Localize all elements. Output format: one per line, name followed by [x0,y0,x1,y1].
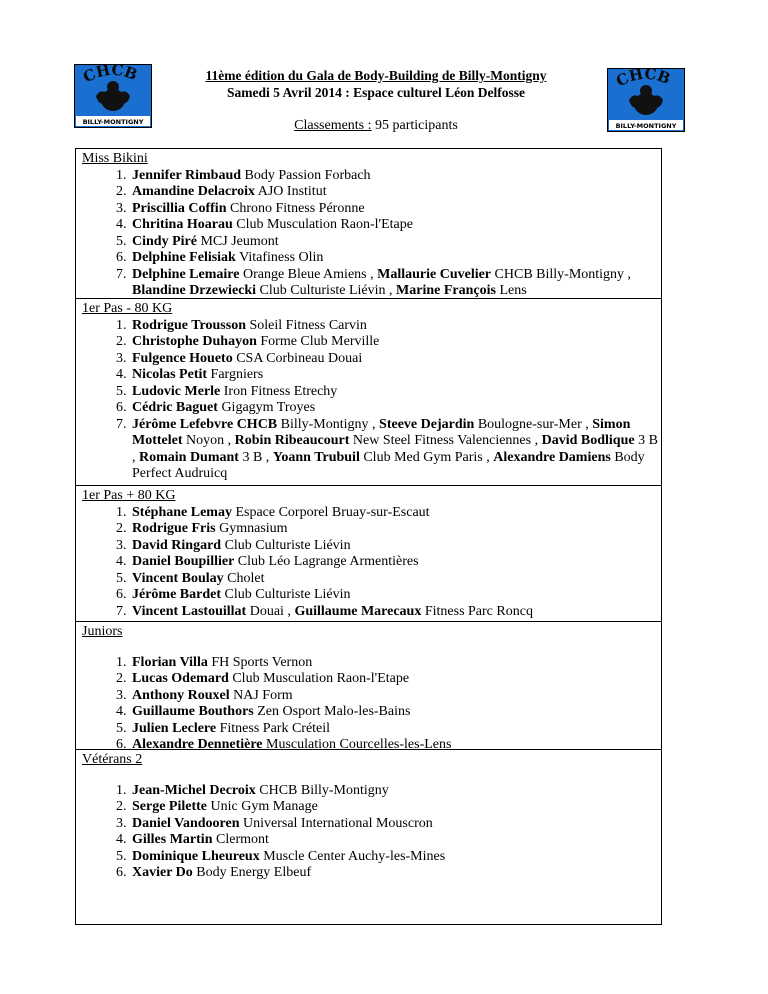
ranking-entry [130,400,661,417]
ranking-list [82,318,661,483]
ranking-entry [130,234,661,251]
athlete-club: Boulogne-sur-Mer , [474,416,593,432]
svg-text:BILLY-MONTIGNY: BILLY-MONTIGNY [615,122,677,130]
athlete-club: 3 B , [238,449,273,465]
athlete-club: Orange Bleue Amiens , [239,266,378,282]
category-title: Miss Bikini [82,151,148,166]
athlete-club: Body Perfect Audruicq [132,449,645,481]
athlete-club: Unic Gym Manage [207,799,318,814]
ranking-entry [130,184,661,201]
athlete-name: Cindy Piré [132,233,197,249]
document-header [150,68,602,134]
event-title: 11ème édition du Gala de Body-Building de Billy-Montigny [205,68,547,83]
athlete-club: Club Culturiste Liévin , [256,283,397,298]
athlete-club: CHCB Billy-Montigny , [491,266,632,282]
athlete-club: Espace Corporel Bruay-sur-Escaut [231,504,430,520]
ranking-entry [130,587,661,604]
athlete-name: David Ringard [132,537,222,553]
athlete-club: NAJ Form [229,687,293,703]
athlete-club: Body Passion Forbach [241,167,371,183]
ranking-entry [130,671,661,688]
athlete-club: Cholet [223,570,265,586]
category-title: 1er Pas + 80 KG [82,488,176,503]
svg-text:CHCB: CHCB [613,68,673,91]
athlete-club: Musculation Courcelles-les-Lens [262,737,452,752]
participants-count: 95 participants [371,118,458,133]
chcb-logo-image [74,64,152,128]
ranking-entry [130,849,661,866]
athlete-club: Club Musculation Raon-l'Etape [228,671,410,686]
classements-line [150,117,602,134]
athlete-name: Nicolas Petit [132,367,208,382]
athlete-name: Ludovic Merle [132,383,221,399]
athlete-club: CHCB Billy-Montigny [255,782,389,798]
athlete-name: Cédric Baguet [132,400,218,415]
athlete-club: Universal International Mouscron [239,815,433,831]
athlete-name: Rodrigue Trousson [132,317,246,333]
ranking-entry [130,250,661,267]
athlete-club: 3 B , [132,433,658,465]
athlete-name: Steeve Dejardin [379,416,475,432]
athlete-name: Rodrigue Fris [132,521,216,536]
athlete-club: Club Culturiste Liévin [221,537,351,553]
results-section [76,750,661,924]
ranking-entry [130,351,661,368]
ranking-entry [130,554,661,571]
ranking-entry [130,783,661,800]
athlete-club: Vitafiness Olin [235,250,324,265]
athlete-name: Amandine Delacroix [132,184,256,199]
results-section [76,622,661,750]
results-section [76,486,661,622]
athlete-name: Fulgence Houeto [132,350,233,366]
ranking-entry [130,417,661,483]
athlete-club: AJO Institut [255,184,327,199]
athlete-club: Fitness Park Créteil [216,720,331,736]
athlete-club: Club Léo Lagrange Armentières [234,554,419,569]
athlete-name: Vincent Lastouillat [132,603,247,619]
ranking-list [82,168,661,300]
athlete-name: Lucas Odemard [132,671,229,686]
ranking-entry [130,721,661,738]
athlete-name: Simon Mottelet [132,416,631,448]
chcb-logo-image [607,68,685,132]
athlete-club: Club Musculation Raon-l'Etape [232,217,413,232]
ranking-entry [130,384,661,401]
athlete-club: FH Sports Vernon [207,654,313,670]
athlete-name: Vincent Boulay [132,570,224,586]
results-table [75,148,662,925]
athlete-name: David Bodlique [541,433,635,448]
athlete-name: Delphine Felisiak [132,250,236,265]
ranking-entry [130,655,661,672]
ranking-entry [130,168,661,185]
athlete-name: Blandine Drzewiecki [132,283,257,298]
ranking-list [82,505,661,621]
athlete-club: Club Med Gym Paris , [359,449,494,465]
athlete-name: Jérôme Bardet [132,587,222,602]
ranking-entry [130,816,661,833]
ranking-entry [130,865,661,882]
ranking-entry [130,367,661,384]
ranking-entry [130,217,661,234]
athlete-club: Chrono Fitness Péronne [226,200,365,216]
athlete-club: Gigagym Troyes [217,400,316,415]
ranking-list [82,655,661,754]
ranking-entry [130,318,661,335]
athlete-name: Julien Leclere [132,720,217,736]
chcb-logo-right [607,68,685,132]
athlete-club: Gymnasium [215,521,288,536]
ranking-entry [130,604,661,621]
athlete-name: Daniel Boupillier [132,554,235,569]
athlete-name: Robin Ribeaucourt [234,433,350,448]
athlete-club: Billy-Montigny , [277,416,380,432]
athlete-club: Clermont [212,832,269,847]
ranking-entry [130,201,661,218]
athlete-name: Romain Dumant [139,449,239,465]
chcb-logo-left [74,64,152,128]
athlete-name: Guillaume Marecaux [294,603,422,619]
athlete-name: Christophe Duhayon [132,334,257,349]
athlete-name: Gilles Martin [132,832,213,847]
athlete-club: Zen Osport Malo-les-Bains [253,704,411,719]
athlete-name: Alexandre Damiens [493,449,611,465]
athlete-name: Mallaurie Cuvelier [377,266,492,282]
ranking-entry [130,267,661,300]
athlete-name: Guillaume Bouthors [132,704,254,719]
classements-label: Classements : [294,118,372,133]
ranking-entry [130,799,661,816]
athlete-club: New Steel Fitness Valenciennes , [349,433,542,448]
athlete-club: Fitness Parc Roncq [421,603,533,619]
athlete-club: Noyon , [182,433,235,448]
athlete-name: Jean-Michel Decroix [132,782,256,798]
event-date-venue: Samedi 5 Avril 2014 : Espace culturel Léon Delfosse [227,85,525,100]
athlete-name: Jennifer Rimbaud [132,167,242,183]
athlete-name: Priscillia Coffin [132,200,227,216]
athlete-club: Douai , [246,603,295,619]
athlete-club: Body Energy Elbeuf [192,865,312,880]
ranking-entry [130,505,661,522]
athlete-club: MCJ Jeumont [196,233,279,249]
athlete-name: Delphine Lemaire [132,266,240,282]
athlete-name: Marine François [396,283,496,298]
athlete-club: Club Culturiste Liévin [221,587,351,602]
ranking-entry [130,334,661,351]
ranking-entry [130,521,661,538]
athlete-club: Soleil Fitness Carvin [245,317,367,333]
athlete-name: Chritina Hoarau [132,217,233,232]
ranking-entry [130,832,661,849]
category-title: Juniors [82,624,123,639]
ranking-entry [130,538,661,555]
results-section [76,149,661,299]
ranking-entry [130,688,661,705]
athlete-name: Anthony Rouxel [132,687,230,703]
athlete-name: Xavier Do [132,865,193,880]
category-title: 1er Pas - 80 KG [82,301,173,316]
ranking-entry [130,704,661,721]
athlete-name: Alexandre Dennetière [132,737,263,752]
results-section [76,299,661,486]
athlete-name: Daniel Vandooren [132,815,240,831]
athlete-club: CSA Corbineau Douai [232,350,363,366]
athlete-club: Iron Fitness Etrechy [220,383,338,399]
athlete-club: Lens [495,283,527,298]
svg-text:BILLY-MONTIGNY: BILLY-MONTIGNY [82,118,144,126]
ranking-entry [130,571,661,588]
ranking-list [82,783,661,882]
athlete-club: Muscle Center Auchy-les-Mines [259,848,446,864]
athlete-name: Stéphane Lemay [132,504,232,520]
category-title: Vétérans 2 [82,752,143,767]
athlete-name: Jérôme Lefebvre CHCB [132,416,278,432]
athlete-name: Florian Villa [132,654,208,670]
athlete-name: Serge Pilette [132,799,208,814]
athlete-club: Fargniers [207,367,264,382]
athlete-name: Yoann Trubuil [272,449,360,465]
athlete-club: Forme Club Merville [256,334,380,349]
svg-text:CHCB: CHCB [80,64,140,87]
athlete-name: Dominique Lheureux [132,848,260,864]
